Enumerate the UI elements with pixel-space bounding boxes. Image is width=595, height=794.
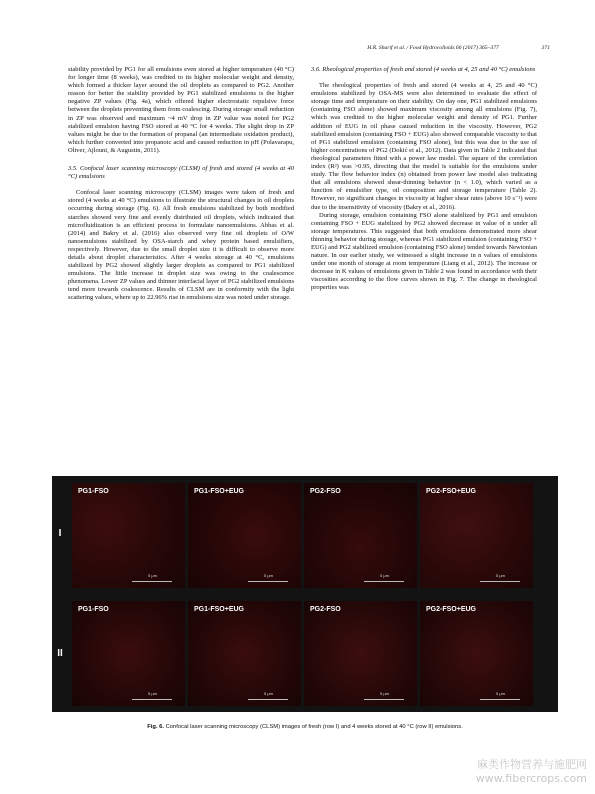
section-heading-3-6: 3.6. Rheological properties of fresh and stored (4 weeks at 4, 25 and 40 °C) emulsions: [311, 66, 536, 73]
figure-caption-text: Confocal laser scanning microscopy (CLSM) images of fresh (row I) and 4 weeks stored at 40 °C (row II) emulsions.: [165, 724, 463, 730]
panel-label: PG2-FSO+EUG: [426, 606, 476, 613]
micrograph-row2-pg2-fso-eug: [420, 601, 533, 706]
micrograph-row2-pg1-fso: [72, 601, 185, 706]
scale-bar-label: 5 μm: [380, 691, 389, 696]
panel-label: PG1-FSO+EUG: [194, 488, 244, 495]
left-paragraph-1: stability provided by PG1 for all emulsions even stored at higher temperature (40 °C) for longer time (8 weeks), was credited to its higher molecular weight and density, which formed a thicker layer around the oil droplets as compared to PG2. Another reason for better the stability provided by PG1 stabilized emulsions is the higher negative ZP values (Fig. 4a), which offered higher electrostatic repulsive force between the droplets preventing them from coalescing. During storage small reduction in ZP was observed and maximum ~4 mV drop in ZP value was noted for PG2 stabilized emulsion having FSO stored at 40 °C for 4 weeks. The slight drop in ZP values might be due to the formation of propanal (an intermediate oxidation product), which further converted into propanoic acid and caused reduction in pH (Polavarapu, Oliver, Ajlouni, & Augustin, 2011).: [68, 66, 294, 154]
micrograph-row1-pg2-fso-eug: [420, 483, 533, 588]
watermark-line-2: www.fibercrops.com: [475, 772, 587, 785]
micrograph-row1-pg2-fso: [304, 483, 417, 588]
micrograph-row1-pg1-fso-eug: [188, 483, 301, 588]
panel-label: PG2-FSO: [310, 488, 341, 495]
panel-label: PG1-FSO: [78, 606, 109, 613]
right-paragraph-2: During storage, emulsion containing FSO alone stabilized by PG1 and emulsion containing FSO + EUG stabilized by PG2 showed decrease in value of n under all storage temperatures. This suggested that both emulsions demonstrated more shear thinning behavior during storage, whereas PG1 stabilized emulsion (containing FSO + EUG) and PG2 stabilized emulsion (containing FSO alone) tended towards Newtonian nature. In our earlier study, we witnessed a slight increase in n values of emulsions under one month of storage at room temperature (Liang et al., 2012). The increase or decrease in K values of emulsions given in Table 2 was found in accordance with their viscosities according to the flow curves shown in Fig. 7. The change in rheological properties was: [311, 211, 537, 292]
watermark: [476, 758, 587, 786]
left-column: [68, 66, 294, 303]
scale-bar-label: 5 μm: [380, 573, 389, 578]
scale-bar-label: 5 μm: [264, 691, 273, 696]
watermark-line-1: 麻类作物营养与施肥网: [477, 758, 587, 771]
panel-label: PG2-FSO: [310, 606, 341, 613]
scale-bar-label: 5 μm: [264, 573, 273, 578]
panel-label: PG1-FSO+EUG: [194, 606, 244, 613]
panel-label: PG2-FSO+EUG: [426, 488, 476, 495]
section-heading-3-5: 3.5. Confocal laser scanning microscopy (CLSM) of fresh and stored (4 weeks at 40 °C) emulsions: [68, 165, 294, 181]
running-header: [50, 45, 550, 55]
scale-bar-label: 5 μm: [148, 573, 157, 578]
figure-caption-label: Fig. 6.: [147, 724, 164, 730]
scale-bar-label: 5 μm: [496, 691, 505, 696]
row-label-fresh: I: [58, 528, 62, 539]
scale-bar-label: 5 μm: [148, 691, 157, 696]
micrograph-row2-pg2-fso: [304, 601, 417, 706]
right-column: [311, 66, 537, 293]
scale-bar-label: 5 μm: [496, 573, 505, 578]
page-number: 371: [541, 45, 550, 51]
clsm-figure: [52, 476, 558, 712]
right-paragraph-1: The rheological properties of fresh and stored (4 weeks at 4, 25 and 40 °C) emulsions stabilized by OSA-MS were also determined to evaluate the effect of storage time and temperature on their stability. On day one, PG1 stabilized emulsions (containing FSO alone) showed maximum viscosity among all emulsions (Fig. 7), which was credited to the higher molecular weight and density of PG1. Further addition of EUG in oil phase caused reduction in the viscosity. However, PG2 stabilized emulsion (containing FSO + EUG) also showed comparable viscosity to that of PG1 stabilized emulsion (containing FSO alone), but this was due to the use of higher concentrations of PG2 (Dokić et al., 2012). Data given in Table 2 indicated that rheological parameters fitted with a power law model. The square of the correlation index (R²) was >0.95, directing that the model is suitable for the emulsions under study. The flow behavior index (n) obtained from power law model also indicating that all emulsions showed shear-thinning behavior (n < 1.0), which varied as a function of emulsifier type, oil composition and storage temperature (Table 2). However, no significant changes in viscosity at higher shear rates (above 10 s⁻¹) were due to the insensitivity of viscosity (Bakry et al., 2016).: [311, 82, 537, 211]
left-paragraph-2: Confocal laser scanning microscopy (CLSM) images were taken of fresh and stored (4 weeks at 40 °C) emulsions to illustrate the structural changes in oil droplets occurring during storage (Fig. 6). All fresh emulsions stabilized by both modified starches showed very fine and evenly distributed oil droplets, which indicated that microfluidization is an efficient process to formulate nanoemulsions. Abbas et al. (2014) and Bakry et al. (2016) also observed very fine oil droplets of O/W nanoemulsions stabilized by OSA-starch and whey protein based emulsifiers, respectively. However, due to the small droplet size it is difficult to observe more details about droplet characteristics. After 4 weeks storage at 40 °C, emulsions stabilized by PG2 showed slightly larger droplets as compared to PG1 stabilized emulsions. The little increase in droplet size was owing to the coalescence phenomena. Lower ZP values and thinner interfacial layer of PG2 stabilized emulsions tend more towards coalescence. Results of CLSM are in conformity with the light scattering values, where up to 22.96% rise in emulsions size was noted under storage.: [68, 189, 294, 302]
figure-caption: [52, 724, 558, 730]
micrograph-row1-pg1-fso: [72, 483, 185, 588]
running-title: H.R. Sharif et al. / Food Hydrocolloids 66 (2017) 365–377: [367, 45, 499, 51]
row-label-stored: II: [57, 648, 63, 659]
panel-label: PG1-FSO: [78, 488, 109, 495]
micrograph-row2-pg1-fso-eug: [188, 601, 301, 706]
